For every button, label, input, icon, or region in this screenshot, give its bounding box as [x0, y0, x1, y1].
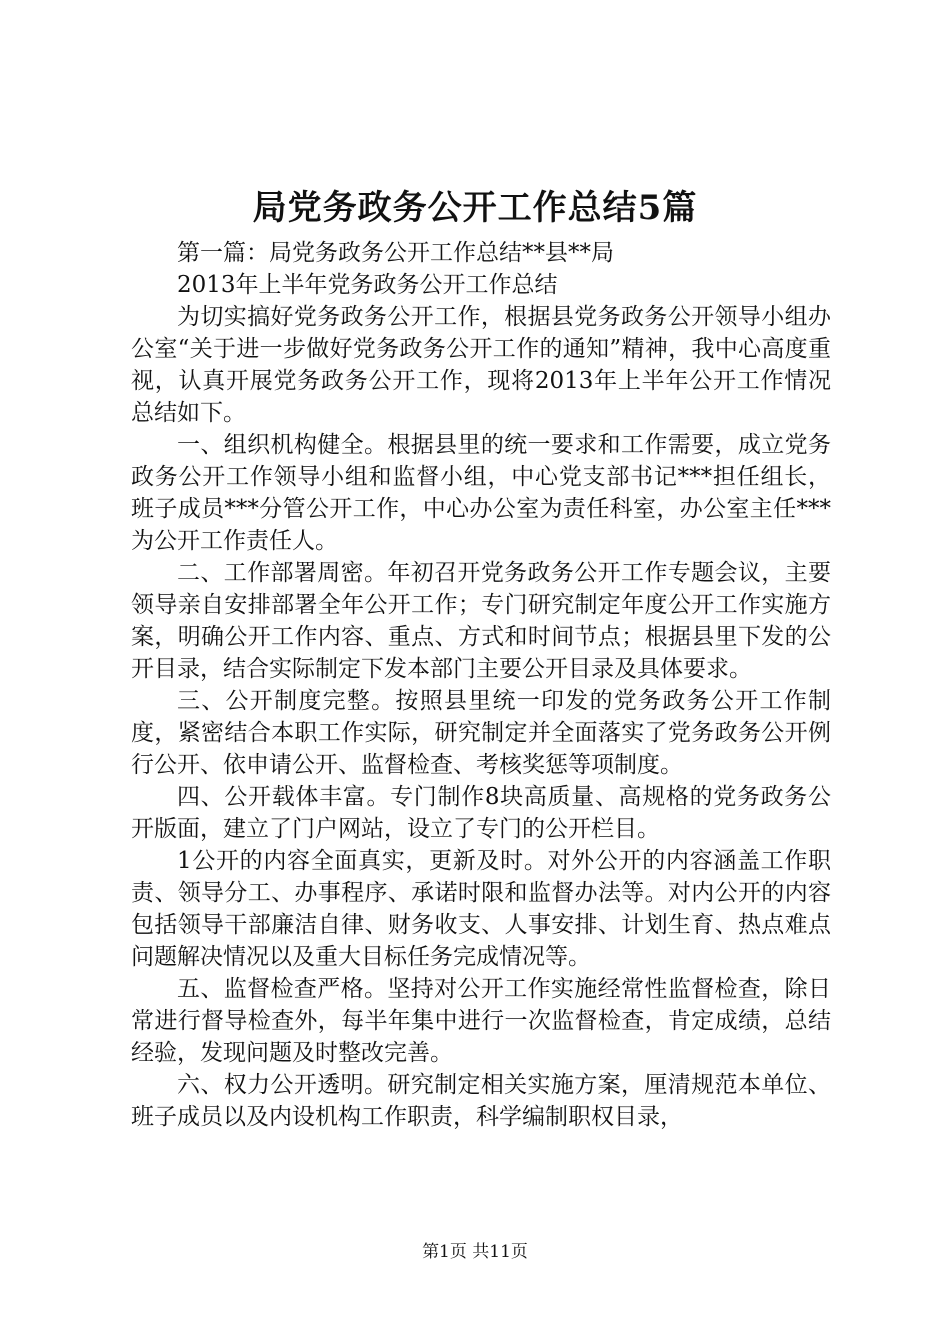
- document-title: 局党务政务公开工作总结5篇: [252, 188, 698, 228]
- paragraph: 六、权力公开透明。研究制定相关实施方案，厘清规范本单位、班子成员以及内设机构工作职责，科学编制职权目录，: [131, 1072, 831, 1130]
- page-footer: 第1页 共11页: [422, 1242, 528, 1262]
- paragraph: 1公开的内容全面真实，更新及时。对外公开的内容涵盖工作职责、领导分工、办事程序、承诺时限和监督办法等。对内公开的内容包括领导干部廉洁自律、财务收支、人事安排、计划生育、热点难点问题解决情况以及重大目标任务完成情况等。: [131, 848, 831, 970]
- paragraph: 二、工作部署周密。年初召开党务政务公开工作专题会议，主要领导亲自安排部署全年公开工作；专门研究制定年度公开工作实施方案，明确公开工作内容、重点、方式和时间节点；根据县里下发的公开目录，结合实际制定下发本部门主要公开目录及具体要求。: [131, 560, 831, 682]
- paragraph: 五、监督检查严格。坚持对公开工作实施经常性监督检查，除日常进行督导检查外，每半年集中进行一次监督检查，肯定成绩，总结经验，发现问题及时整改完善。: [131, 976, 831, 1066]
- paragraph: 三、公开制度完整。按照县里统一印发的党务政务公开工作制度，紧密结合本职工作实际，研究制定并全面落实了党务政务公开例行公开、依申请公开、监督检查、考核奖惩等项制度。: [131, 688, 831, 778]
- section-heading-line-1: 第一篇：局党务政务公开工作总结**县**局: [177, 240, 614, 266]
- document-body: [131, 237, 831, 1133]
- paragraph: 一、组织机构健全。根据县里的统一要求和工作需要，成立党务政务公开工作领导小组和监督小组，中心党支部书记***担任组长，班子成员***分管公开工作，中心办公室为责任科室，办公室主任***为公开工作责任人。: [131, 432, 831, 554]
- paragraph: 四、公开载体丰富。专门制作8块高质量、高规格的党务政务公开版面，建立了门户网站，设立了专门的公开栏目。: [131, 784, 831, 842]
- paragraph: 为切实搞好党务政务公开工作，根据县党务政务公开领导小组办公室“关于进一步做好党务政务公开工作的通知”精神，我中心高度重视，认真开展党务政务公开工作，现将2013年上半年公开工作情况总结如下。: [131, 304, 831, 426]
- section-heading-line-2: 2013年上半年党务政务公开工作总结: [177, 272, 558, 298]
